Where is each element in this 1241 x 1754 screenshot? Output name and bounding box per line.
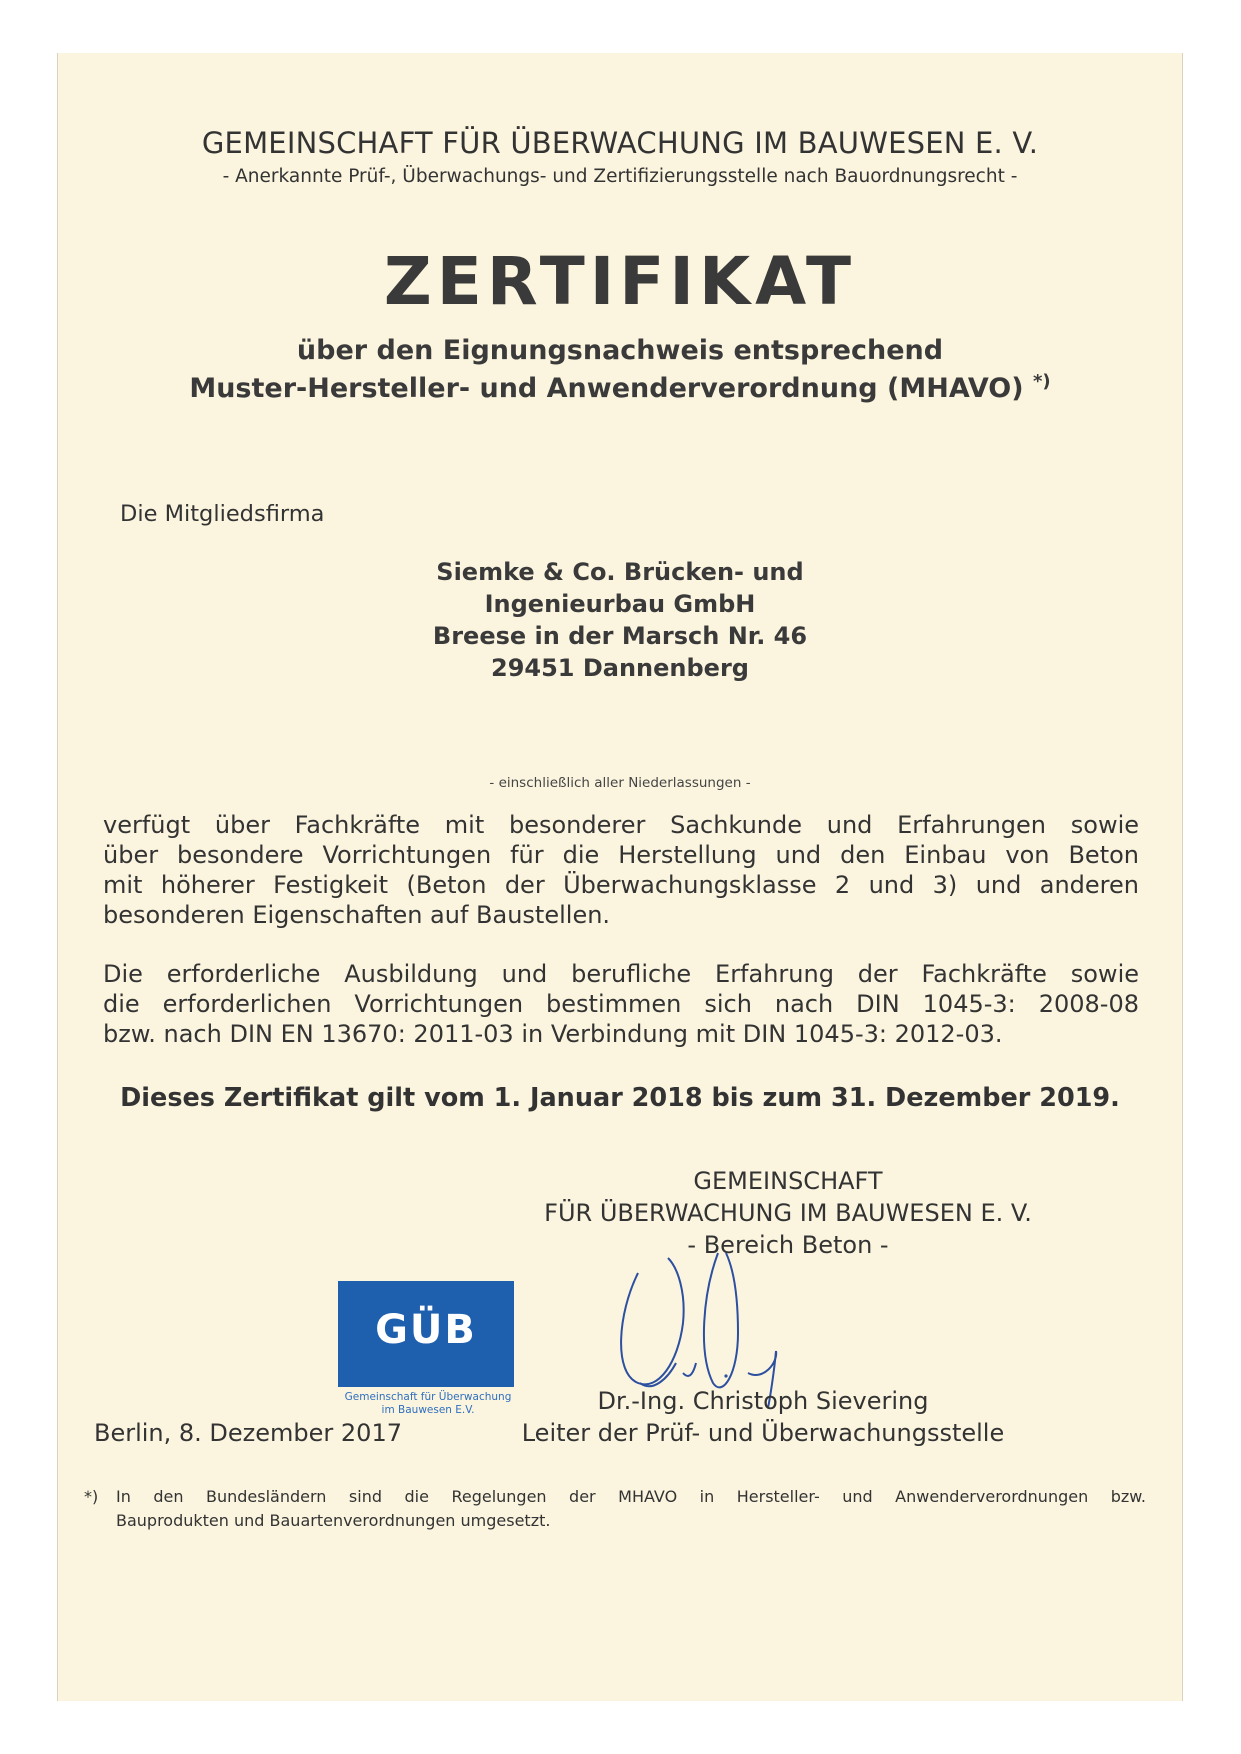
certificate-subtitle-line1: über den Eignungsnachweis entsprechend <box>296 335 944 366</box>
subtitle-text: Muster-Hersteller- und Anwenderverordnung (MHAVO) <box>189 373 1024 404</box>
logo-caption-line1: Gemeinschaft für Überwachung <box>344 1391 512 1403</box>
org-subtitle: - Anerkannte Prüf-, Überwachungs- und Zertifizierungsstelle nach Bauordnungsrecht - <box>222 166 1018 187</box>
signature-org-line2: FÜR ÜBERWACHUNG IM BAUWESEN E. V. <box>544 1199 1032 1227</box>
gueb-logo <box>338 1281 514 1387</box>
body-paragraph-2 <box>103 959 1139 1049</box>
footnote-reference: *) <box>1033 371 1051 392</box>
paragraph-line: mit höherer Festigkeit (Beton der Überwachungsklasse 2 und 3) und anderen <box>103 871 1139 899</box>
place-date: Berlin, 8. Dezember 2017 <box>94 1419 402 1447</box>
footnote-text <box>116 1485 1146 1533</box>
company-name-line2: Ingenieurbau GmbH <box>484 590 756 618</box>
footnote-line: Bauprodukten und Bauartenverordnungen umgesetzt. <box>116 1511 551 1530</box>
certificate-page <box>57 53 1183 1701</box>
footnote-mark: *) <box>84 1487 99 1506</box>
paragraph-line: bzw. nach DIN EN 13670: 2011-03 in Verbindung mit DIN 1045-3: 2012-03. <box>103 1020 1003 1048</box>
certificate-subtitle-line2 <box>58 371 1182 404</box>
gueb-logo-text: GÜB <box>375 1307 477 1353</box>
company-intro: Die Mitgliedsfirma <box>120 501 325 527</box>
company-city: 29451 Dannenberg <box>491 654 749 682</box>
paragraph-line: die erforderlichen Vorrichtungen bestimmen sich nach DIN 1045-3: 2008-08 <box>103 990 1139 1018</box>
paragraph-line: besonderen Eigenschaften auf Baustellen. <box>103 901 611 929</box>
branches-note: - einschließlich aller Niederlassungen - <box>489 775 751 791</box>
body-paragraph-1 <box>103 810 1139 930</box>
signer-role: Leiter der Prüf- und Überwachungsstelle <box>521 1419 1005 1447</box>
certificate-title: ZERTIFIKAT <box>383 243 857 320</box>
signer-name: Dr.-Ing. Christoph Sievering <box>597 1387 929 1415</box>
company-street: Breese in der Marsch Nr. 46 <box>432 622 808 650</box>
footnote-line: In den Bundesländern sind die Regelungen der MHAVO in Hersteller- und Anwenderverordnungen bzw. <box>116 1487 1146 1506</box>
paragraph-line: Die erforderliche Ausbildung und berufliche Erfahrung der Fachkräfte sowie <box>103 960 1139 988</box>
signature-department: - Bereich Beton - <box>687 1231 889 1259</box>
signature-org-line1: GEMEINSCHAFT <box>693 1167 883 1195</box>
paragraph-line: über besondere Vorrichtungen für die Herstellung und den Einbau von Beton <box>103 841 1139 869</box>
handwritten-signature <box>598 1213 828 1413</box>
validity-statement: Dieses Zertifikat gilt vom 1. Januar 2018 bis zum 31. Dezember 2019. <box>120 1083 1120 1113</box>
paragraph-line: verfügt über Fachkräfte mit besonderer Sachkunde und Erfahrungen sowie <box>103 811 1139 839</box>
org-title: GEMEINSCHAFT FÜR ÜBERWACHUNG IM BAUWESEN E. V. <box>201 126 1039 160</box>
logo-caption-line2: im Bauwesen E.V. <box>381 1404 475 1416</box>
company-name-line1: Siemke & Co. Brücken- und <box>436 558 804 586</box>
